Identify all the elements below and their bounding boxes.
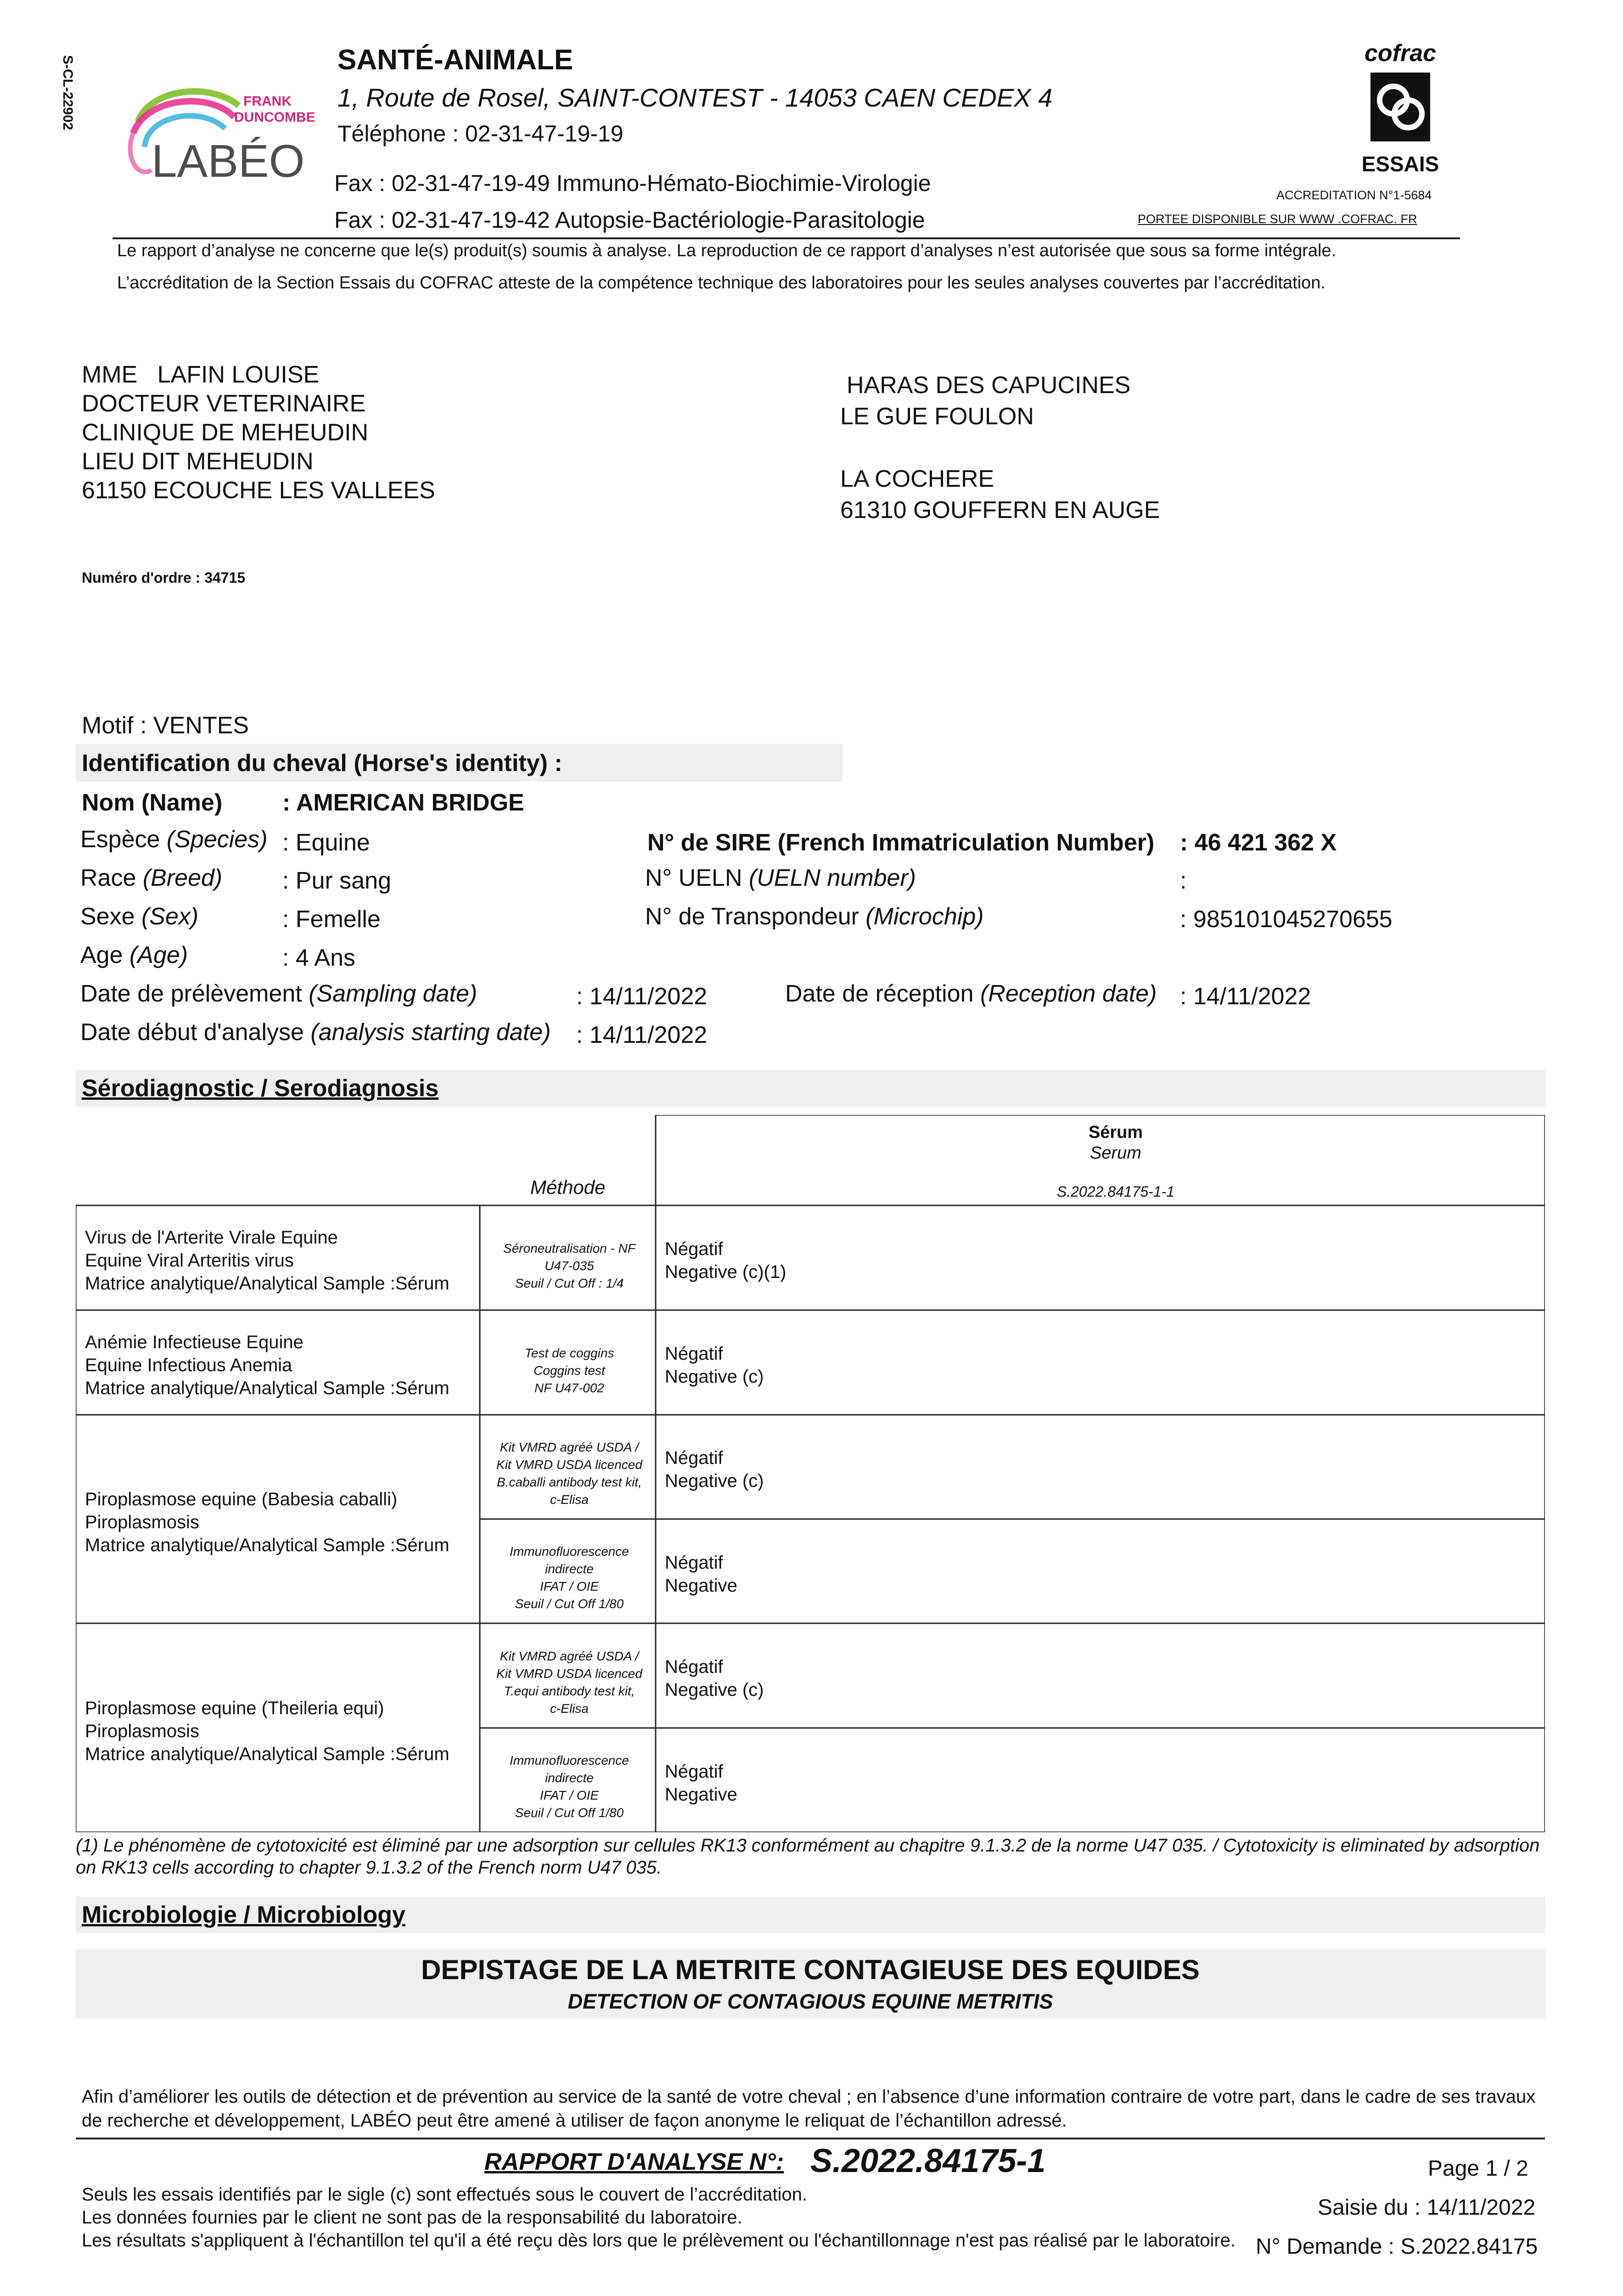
sire-label: N° de SIRE (French Immatriculation Number) [647,829,1155,856]
sampling-date-label: Date de prélèvement (Sampling date) [80,980,477,1007]
lab-address: 1, Route de Rosel, SAINT-CONTEST - 14053 CAEN CEDEX 4 [337,83,1053,112]
footer-results-note: Les résultats s'appliquent à l'échantillon tel qu'il a été reçu dès lors que le prélèvement ou l'échantillonnage n'est pas réalisé par le laboratoire. [82,2230,1236,2251]
analysis-start-value: : 14/11/2022 [576,1022,708,1048]
reception-date-value: : 14/11/2022 [1180,983,1311,1010]
saisie-date: Saisie du : 14/11/2022 [1318,2195,1536,2220]
report-label: RAPPORT D'ANALYSE N°: [484,2149,784,2175]
cofrac-essais-text: ESSAIS [1361,152,1439,176]
test-eva: Virus de l'Arterite Virale Equine Equine Viral Arteritis virus Matrice analytique/Analytical Sample :Sérum [85,1227,449,1294]
sample-use-notice: Afin d’améliorer les outils de détection et de prévention au service de la santé de votre cheval ; en l’absence d’une information contraire de votre part, dans le cadre de ses travaux de recherche et développement, LABÉO peut être amené à utiliser de façon anonyme le reliquat de l’échantillon adressé. [82,2087,1536,2131]
result-eva: Négatif Negative (c)(1) [665,1239,786,1282]
method-eia: Test de coggins Coggins test NF U47-002 [524,1346,614,1395]
footer-accreditation-note: Seuls les essais identifiés par le sigle (c) sont effectués sous le couvert de l’accréditation. [82,2184,808,2205]
recipient-line: 61150 ECOUCHE LES VALLEES [82,477,435,504]
recipient-line: DOCTEUR VETERINAIRE [82,390,366,417]
recipient-line: CLINIQUE DE MEHEUDIN [82,419,369,446]
result-theileria-elisa: Négatif Negative (c) [665,1657,764,1700]
sampling-date-value: : 14/11/2022 [576,983,708,1010]
age-label: Age (Age) [80,942,188,968]
species-label: Espèce (Species) [80,826,268,853]
cem-title: DEPISTAGE DE LA METRITE CONTAGIEUSE DES EQUIDES [421,1954,1200,1985]
owner-line [840,432,1160,463]
cofrac-logo [1357,40,1444,178]
logo-text-duncombe: DUNCOMBE [234,110,315,125]
result-babesia-ifat: Négatif Negative [665,1553,737,1596]
cofrac-link[interactable]: PORTEE DISPONIBLE SUR WWW .COFRAC. FR [1138,212,1417,226]
sex-label: Sexe (Sex) [80,903,199,930]
method-babesia-elisa: Kit VMRD agréé USDA / Kit VMRD USDA licenced B.caballi antibody test kit, c-Elisa [496,1440,642,1507]
reception-date-label: Date de réception (Reception date) [785,980,1157,1007]
result-eia: Négatif Negative (c) [665,1344,764,1387]
ueln-value: : [1180,867,1187,894]
accreditation-number: ACCREDITATION N°1-5684 [1276,188,1432,202]
recipient-address [82,360,435,505]
lab-phone: Téléphone : 02-31-47-19-19 [337,121,623,146]
result-babesia-elisa: Négatif Negative (c) [665,1448,764,1491]
method-eva: Séroneutralisation - NF U47-035 Seuil / Cut Off : 1/4 [503,1241,635,1290]
header-divider [112,237,1460,239]
identification-title: Identification du cheval (Horse's identity) : [82,750,562,777]
name-value: : AMERICAN BRIDGE [282,789,524,816]
method-theileria-ifat: Immunofluorescence indirecte IFAT / OIE Seuil / Cut Off 1/80 [510,1753,629,1820]
order-number: Numéro d'ordre : 34715 [82,569,246,586]
ueln-label: N° UELN (UELN number) [645,865,916,891]
owner-line: LA COCHERE [840,466,994,492]
test-babesia-caballi: Piroplasmose equine (Babesia caballi) Piroplasmosis Matrice analytique/Analytical Sample :Sérum [85,1489,449,1555]
method-babesia-ifat: Immunofluorescence indirecte IFAT / OIE Seuil / Cut Off 1/80 [510,1544,629,1611]
test-theileria-equi: Piroplasmose equine (Theileria equi) Piroplasmosis Matrice analytique/Analytical Sample :Sérum [85,1698,449,1764]
transponder-value: : 985101045270655 [1180,906,1393,933]
owner-line: 61310 GOUFFERN EN AUGE [840,497,1160,523]
microbiology-title: Microbiologie / Microbiology [82,1902,405,1928]
serodiagnosis-footnote: (1) Le phénomène de cytotoxicité est éliminé par une adsorption sur cellules RK13 conformément au chapitre 9.1.3.2 de la norme U47 035. / Cytotoxicity is eliminated by adsorption on RK13 cells according to chapter 9.1.3.2 of the French norm U47 035. [76,1835,1540,1878]
analysis-start-label: Date début d'analyse (analysis starting date) [80,1019,551,1046]
transponder-label: N° de Transpondeur (Microchip) [645,903,984,930]
motif: Motif : VENTES [82,712,249,739]
species-value: : Equine [282,829,370,856]
demande-number: N° Demande : S.2022.84175 [1256,2234,1538,2259]
owner-line: HARAS DES CAPUCINES [847,372,1131,399]
report-number: S.2022.84175-1 [810,2143,1046,2179]
disclaimer-accreditation: L’accréditation de la Section Essais du COFRAC atteste de la compétence technique des laboratoires pour les seules analyses couvertes par l’accréditation. [117,273,1325,293]
age-value: : 4 Ans [282,945,355,971]
sire-value: : 46 421 362 X [1180,829,1337,856]
lab-fax-immuno: Fax : 02-31-47-19-49 Immuno-Hémato-Biochimie-Virologie [334,170,931,196]
sample-id: S.2022.84175-1-1 [1056,1183,1175,1200]
breed-value: : Pur sang [282,867,392,894]
recipient-line: LIEU DIT MEHEUDIN [82,448,314,475]
footer-divider [76,2138,1545,2139]
page-number: Page 1 / 2 [1428,2156,1528,2181]
name-label: Nom (Name) [82,789,223,816]
result-theileria-ifat: Négatif Negative [665,1761,737,1805]
sample-header: Sérum [1088,1123,1143,1142]
footer-client-data-note: Les données fournies par le client ne sont pas de la responsabilité du laboratoire. [82,2207,742,2228]
serodiagnosis-title: Sérodiagnostic / Serodiagnosis [82,1075,439,1102]
sex-value: : Femelle [282,906,381,933]
logo-text-frank: FRANK [243,94,292,109]
labeo-logo [119,78,321,197]
document-code: S-CL-22902 [60,55,75,130]
recipient-line: MME LAFIN LOUISE [82,361,320,388]
cofrac-logo-text: cofrac [1364,40,1437,67]
owner-line: LE GUE FOULON [840,403,1034,430]
method-header: Méthode [530,1176,606,1198]
sample-header-en: Serum [1090,1143,1141,1163]
cem-subtitle: DETECTION OF CONTAGIOUS EQUINE METRITIS [567,1990,1053,2013]
logo-text-labeo: LABÉO [152,135,305,187]
lab-fax-autopsie: Fax : 02-31-47-19-42 Autopsie-Bactériologie-Parasitologie [334,207,925,233]
breed-label: Race (Breed) [80,865,223,891]
owner-address [840,370,1160,526]
method-theileria-elisa: Kit VMRD agréé USDA / Kit VMRD USDA licenced T.equi antibody test kit, c-Elisa [496,1649,642,1716]
lab-name: SANTÉ-ANIMALE [337,44,573,76]
test-eia: Anémie Infectieuse Equine Equine Infectious Anemia Matrice analytique/Analytical Sample :Sérum [85,1332,449,1398]
disclaimer-reproduction: Le rapport d’analyse ne concerne que le(s) produit(s) soumis à analyse. La reproduction de ce rapport d’analyses n’est autorisée que sous sa forme intégrale. [117,241,1337,260]
